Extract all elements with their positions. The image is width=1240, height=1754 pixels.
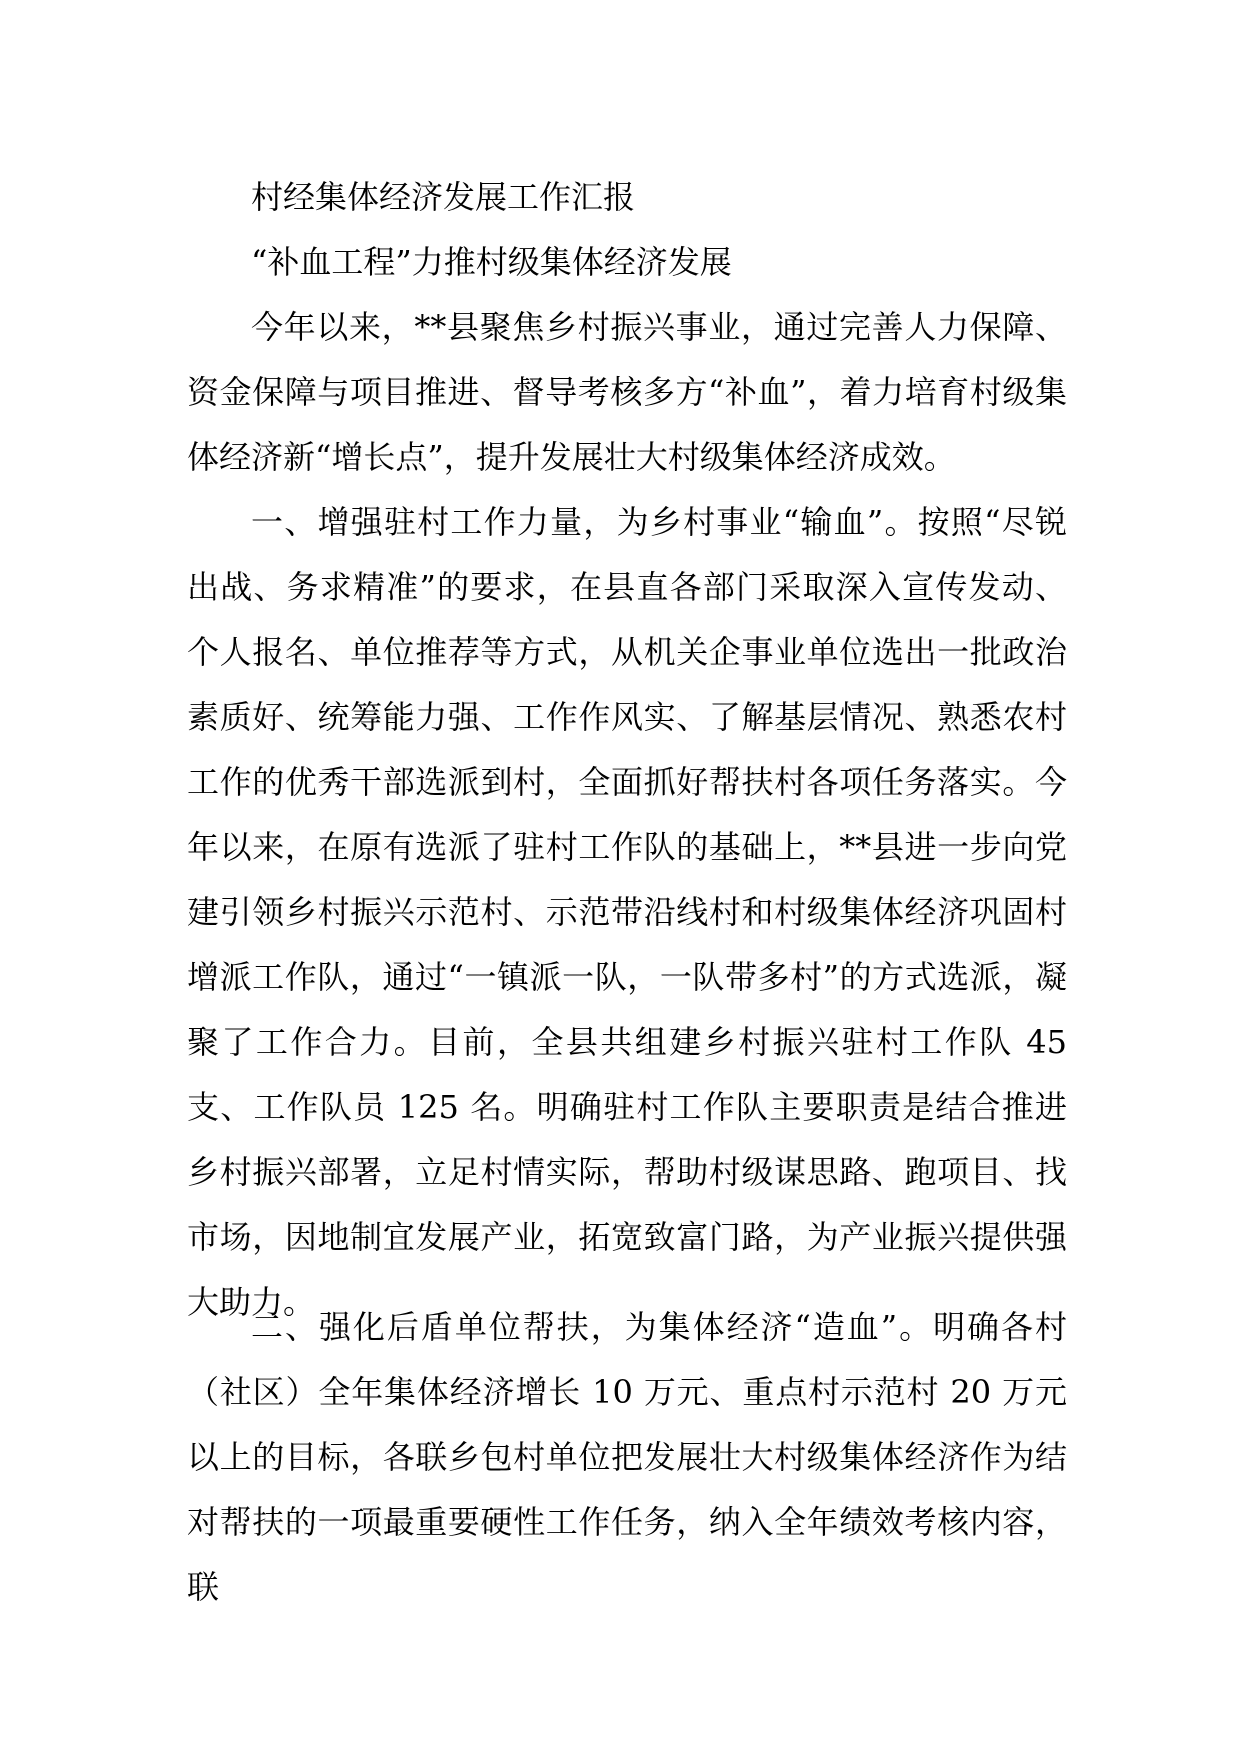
paragraph-section-2: 二、强化后盾单位帮扶，为集体经济“造血”。明确各村（社区）全年集体经济增长 10 万元、重点村示范村 20 万元以上的目标，各联乡包村单位把发展壮大村级集体经济作为结对帮扶的一项最重要硬性工作任务，纳入全年绩效考核内容，联 [187,1308,1067,1606]
paragraph-intro: 今年以来，**县聚焦乡村振兴事业，通过完善人力保障、资金保障与项目推进、督导考核多方“补血”，着力培育村级集体经济新“增长点”，提升发展壮大村级集体经济成效。 [187,308,1067,476]
document-title: 村经集体经济发展工作汇报 [251,178,636,216]
paragraph-block-2 [187,490,1067,1335]
paragraph-block-1 [187,295,1067,490]
paragraph-section-1: 一、增强驻村工作力量，为乡村事业“输血”。按照“尽锐出战、务求精准”的要求，在县直各部门采取深入宣传发动、个人报名、单位推荐等方式，从机关企事业单位选出一批政治素质好、统筹能力强、工作作风实、了解基层情况、熟悉农村工作的优秀干部选派到村，全面抓好帮扶村各项任务落实。今年以来，在原有选派了驻村工作队的基础上，**县进一步向党建引领乡村振兴示范村、示范带沿线村和村级集体经济巩固村增派工作队，通过“一镇派一队，一队带多村”的方式选派，凝聚了工作合力。目前，全县共组建乡村振兴驻村工作队 45 支、工作队员 125 名。明确驻村工作队主要职责是结合推进乡村振兴部署，立足村情实际，帮助村级谋思路、跑项目、找市场，因地制宜发展产业，拓宽致富门路，为产业振兴提供强大助力。 [187,503,1067,1321]
document-subtitle: “补血工程”力推村级集体经济发展 [251,243,732,281]
document-subtitle-block [187,230,1067,295]
paragraph-block-3 [187,1295,1067,1620]
document-title-block [187,165,1067,230]
